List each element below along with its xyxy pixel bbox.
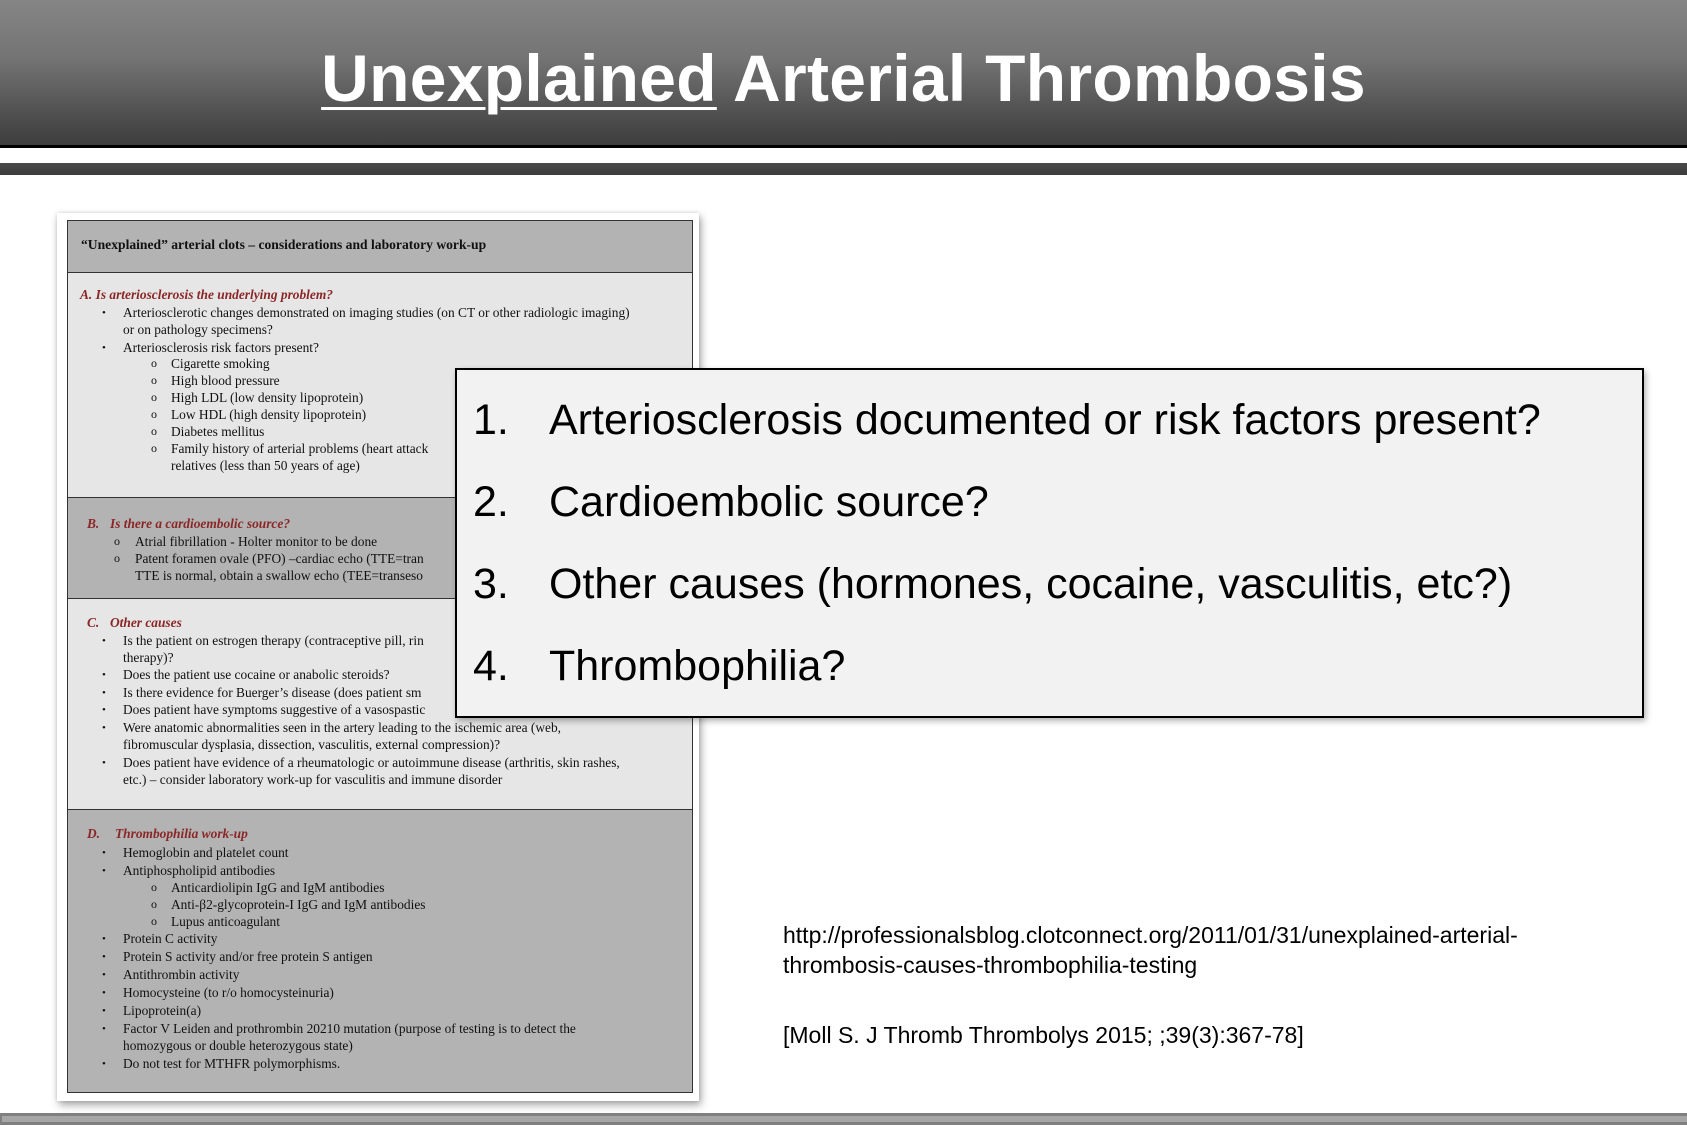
sub-bullet-icon: o — [151, 880, 157, 894]
list-item: Arteriosclerotic changes demonstrated on imaging studies (on CT or other radiologic imaging) — [123, 305, 630, 320]
bullet-icon: • — [102, 757, 106, 769]
document-header-row — [68, 221, 692, 273]
bullet-icon: • — [102, 342, 106, 354]
list-item: Low HDL (high density lipoprotein) — [171, 407, 367, 422]
bottom-bar — [0, 1113, 1687, 1125]
list-item: High blood pressure — [171, 373, 280, 388]
bullet-icon: • — [102, 687, 106, 699]
list-item: homozygous or double heterozygous state) — [123, 1038, 353, 1053]
sub-bullet-icon: o — [114, 534, 120, 548]
sub-bullet-icon: o — [151, 441, 157, 455]
bullet-icon: • — [102, 635, 106, 647]
sub-bullet-icon: o — [151, 897, 157, 911]
title-rule-bar — [0, 163, 1687, 175]
list-item: Antithrombin activity — [123, 967, 240, 982]
list-item: Does patient have symptoms suggestive of a vasospastic — [123, 702, 426, 717]
list-item: etc.) – consider laboratory work-up for vasculitis and immune disorder — [123, 772, 503, 787]
sub-bullet-icon: o — [151, 390, 157, 404]
bullet-icon: • — [102, 951, 106, 963]
reference-citation: [Moll S. J Thromb Thrombolys 2015; ;39(3):367-78] — [783, 1022, 1304, 1048]
list-item: Is there evidence for Buerger’s disease (does patient sm — [123, 685, 422, 700]
bullet-icon: • — [102, 969, 106, 981]
slide-title — [0, 38, 1687, 118]
list-item: fibromuscular dysplasia, dissection, vasculitis, external compression)? — [123, 737, 501, 752]
sub-bullet-icon: o — [151, 407, 157, 421]
list-item: TTE is normal, obtain a swallow echo (TEE=transeso — [135, 568, 423, 583]
list-item: Homocysteine (to r/o homocysteinuria) — [123, 985, 334, 1000]
list-item: Anti-β2-glycoprotein-I IgG and IgM antibodies — [171, 897, 426, 912]
sub-bullet-icon: o — [151, 373, 157, 387]
bullet-icon: • — [102, 1058, 106, 1070]
list-item: Patent foramen ovale (PFO) –cardiac echo (TTE=tran — [135, 551, 424, 566]
list-item: Lupus anticoagulant — [171, 914, 280, 929]
section-c-title: C. Other causes — [87, 615, 182, 630]
summary-item-4: 4. Thrombophilia? — [473, 642, 846, 690]
summary-item-1: 1. Arteriosclerosis documented or risk factors present? — [473, 396, 1541, 444]
bullet-icon: • — [102, 1023, 106, 1035]
list-item: Atrial fibrillation - Holter monitor to be done — [135, 534, 378, 549]
list-item: Anticardiolipin IgG and IgM antibodies — [171, 880, 385, 895]
list-item: Is the patient on estrogen therapy (contraceptive pill, rin — [123, 633, 424, 648]
document-heading: “Unexplained” arterial clots – considerations and laboratory work-up — [81, 237, 487, 252]
list-item: Does patient have evidence of a rheumatologic or autoimmune disease (arthritis, skin rashes, — [123, 755, 620, 770]
slide-title-underlined: Unexplained — [321, 41, 717, 115]
list-item: Were anatomic abnormalities seen in the artery leading to the ischemic area (web, — [123, 720, 562, 735]
bullet-icon: • — [102, 987, 106, 999]
sub-bullet-icon: o — [151, 914, 157, 928]
sub-bullet-icon: o — [114, 551, 120, 565]
bottom-bar-inner — [2, 1116, 1687, 1122]
list-item: Factor V Leiden and prothrombin 20210 mutation (purpose of testing is to detect the — [123, 1021, 576, 1036]
list-item: Hemoglobin and platelet count — [123, 845, 289, 860]
summary-list-box — [455, 368, 1644, 718]
section-a-title: A. Is arteriosclerosis the underlying problem? — [80, 287, 333, 302]
list-item: Arteriosclerosis risk factors present? — [123, 340, 319, 355]
list-item: Do not test for MTHFR polymorphisms. — [123, 1056, 341, 1071]
list-item: Antiphospholipid antibodies — [123, 863, 276, 878]
summary-item-3: 3. Other causes (hormones, cocaine, vasculitis, etc?) — [473, 560, 1513, 608]
reference-url-line1: http://professionalsblog.clotconnect.org/2011/01/31/unexplained-arterial- — [783, 922, 1518, 948]
reference-url-line2: thrombosis-causes-thrombophilia-testing — [783, 952, 1198, 978]
bullet-icon: • — [102, 704, 106, 716]
section-d-title: D. Thrombophilia work-up — [87, 826, 248, 841]
list-item: Lipoprotein(a) — [123, 1003, 202, 1018]
sub-bullet-icon: o — [151, 424, 157, 438]
slide-title-rest: Arterial Thrombosis — [716, 41, 1366, 115]
list-item: Cigarette smoking — [171, 356, 270, 371]
bullet-icon: • — [102, 1005, 106, 1017]
title-bar — [0, 0, 1687, 148]
bullet-icon: • — [102, 722, 106, 734]
list-item: High LDL (low density lipoprotein) — [171, 390, 364, 405]
list-item: Diabetes mellitus — [171, 424, 265, 439]
bullet-icon: • — [102, 933, 106, 945]
list-item: relatives (less than 50 years of age) — [171, 458, 360, 473]
list-item: Protein C activity — [123, 931, 218, 946]
list-item: Family history of arterial problems (heart attack — [171, 441, 429, 456]
sub-bullet-icon: o — [151, 356, 157, 370]
section-b-title: B. Is there a cardioembolic source? — [87, 516, 291, 531]
section-d — [68, 810, 692, 1092]
list-item: Does the patient use cocaine or anabolic steroids? — [123, 667, 390, 682]
bullet-icon: • — [102, 847, 106, 859]
list-item: therapy)? — [123, 650, 174, 665]
list-item: Protein S activity and/or free protein S antigen — [123, 949, 373, 964]
list-item: or on pathology specimens? — [123, 322, 273, 337]
summary-item-2: 2. Cardioembolic source? — [473, 478, 989, 526]
bullet-icon: • — [102, 307, 106, 319]
bullet-icon: • — [102, 669, 106, 681]
bullet-icon: • — [102, 865, 106, 877]
